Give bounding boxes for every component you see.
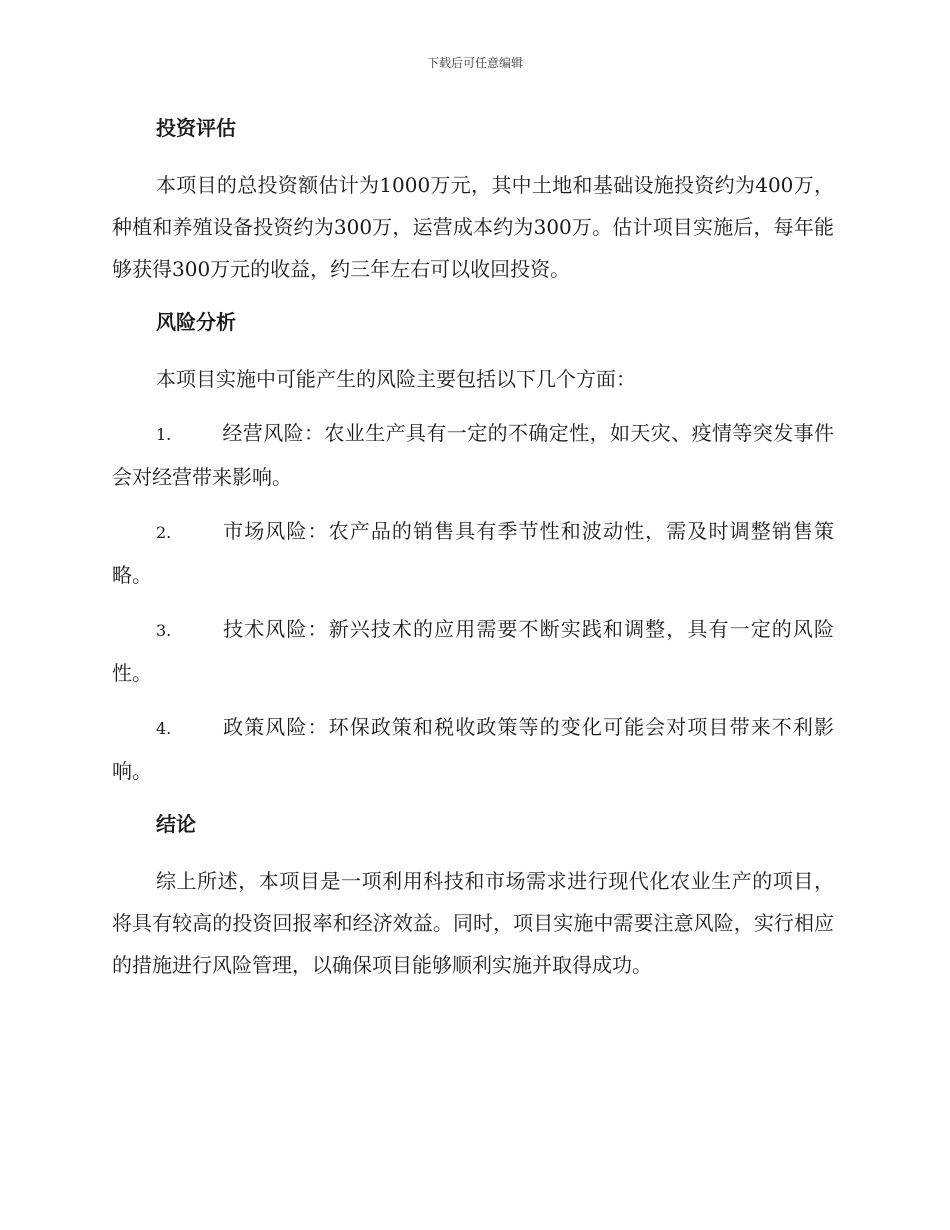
list-number: 1. xyxy=(156,425,172,444)
risk-list-item xyxy=(112,412,834,498)
list-item-text: 市场风险：农产品的销售具有季节性和波动性，需及时调整销售策略。 xyxy=(112,519,834,587)
document-body xyxy=(112,108,834,998)
risk-intro-paragraph: 本项目实施中可能产生的风险主要包括以下几个方面： xyxy=(156,367,636,391)
section-heading-risk: 风险分析 xyxy=(156,310,236,334)
conclusion-paragraph: 综上所述，本项目是一项利用科技和市场需求进行现代化农业生产的项目，将具有较高的投资回报率和经济效益。同时，项目实施中需要注意风险，实行相应的措施进行风险管理，以确保项目能够顺利实施并取得成功。 xyxy=(112,869,834,977)
section-heading-investment: 投资评估 xyxy=(156,116,236,140)
risk-list-item xyxy=(112,706,834,792)
risk-list-item xyxy=(112,510,834,596)
list-item-text: 技术风险：新兴技术的应用需要不断实践和调整，具有一定的风险性。 xyxy=(112,617,834,685)
list-item-text: 经营风险：农业生产具有一定的不确定性，如天灾、疫情等突发事件会对经营带来影响。 xyxy=(112,421,834,489)
page-header: 下载后可任意编辑 xyxy=(426,56,523,70)
list-number: 2. xyxy=(156,523,172,542)
investment-paragraph: 本项目的总投资额估计为1000万元，其中土地和基础设施投资约为400万，种植和养殖设备投资约为300万，运营成本约为300万。估计项目实施后，每年能够获得300万元的收益，约三年左右可以收回投资。 xyxy=(112,173,834,281)
list-item-text: 政策风险：环保政策和税收政策等的变化可能会对项目带来不利影响。 xyxy=(112,715,834,783)
risk-list-item xyxy=(112,608,834,694)
list-number: 4. xyxy=(156,719,172,738)
section-heading-conclusion: 结论 xyxy=(156,812,196,836)
list-number: 3. xyxy=(156,621,172,640)
